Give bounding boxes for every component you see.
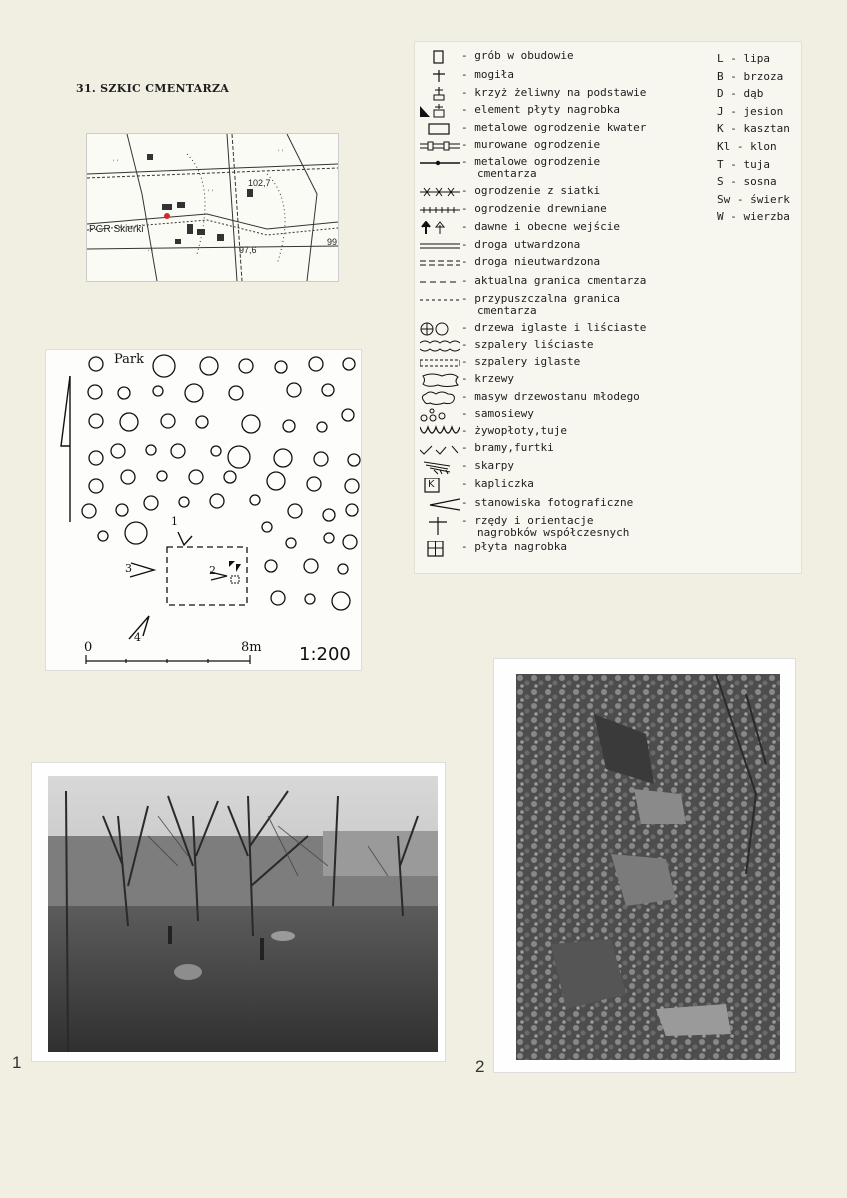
- photo-station-icon: [420, 497, 460, 511]
- legend-item-label: cmentarza: [477, 167, 537, 180]
- park-label: Park: [114, 352, 145, 367]
- sketch-drawing: [46, 350, 361, 670]
- legend-item-label: - ogrodzenie z siatki: [461, 184, 601, 197]
- photo-2: [493, 658, 796, 1073]
- brick-fence-icon: [420, 139, 460, 153]
- tree-species-item: Kl - klon: [717, 140, 777, 153]
- legend-item-label: - murowane ogrodzenie: [461, 138, 601, 151]
- legend-item-label: - metalowe ogrodzenie kwater: [461, 121, 647, 134]
- shrubs-icon: [420, 373, 460, 387]
- legend-item-label: - szpalery liściaste: [461, 338, 594, 351]
- photo-caption: 2: [475, 1057, 485, 1076]
- tree-species-item: D - dąb: [717, 87, 764, 101]
- tree-species-item: S - sosna: [717, 175, 777, 189]
- photo-position-label: 2: [209, 564, 216, 577]
- photo-1: [31, 762, 446, 1062]
- legend-item-label: - krzewy: [461, 372, 514, 385]
- legend-item-label: nagrobków współczesnych: [477, 526, 630, 539]
- scale-start-label: 0: [84, 640, 93, 655]
- elevation-label: 97,6: [239, 245, 257, 255]
- tree-species-item: L - lipa: [717, 52, 770, 65]
- current-boundary-icon: [420, 275, 460, 289]
- location-map: [86, 133, 339, 282]
- cemetery-photo: [48, 776, 438, 1052]
- tombstone-element-icon: [229, 561, 241, 583]
- entrance-icon: [420, 221, 460, 235]
- grave-mound-icon: [420, 69, 460, 83]
- cemetery-sketch: [45, 349, 362, 671]
- tree-species-item: B - brzoza: [717, 69, 784, 83]
- north-arrow-icon: [61, 376, 70, 522]
- legend-item-label: - ogrodzenie drewniane: [461, 202, 607, 215]
- photo-caption: 1: [12, 1053, 22, 1072]
- legend-item-label: - droga utwardzona: [461, 238, 581, 251]
- photo-station-icon: [129, 532, 227, 639]
- elevation-label: 99: [327, 237, 338, 247]
- legend-panel: [414, 41, 802, 574]
- scale-ratio-label: 1:200: [299, 644, 351, 665]
- legend-item-label: - aktualna granica cmentarza: [461, 274, 647, 287]
- legend-item-label: - płyta nagrobka: [461, 540, 567, 553]
- legend-item-label: - rzędy i orientacje: [461, 514, 594, 527]
- scale-bar: [86, 655, 250, 664]
- legend-item-label: - metalowe ogrodzenie: [461, 155, 601, 168]
- svg-text:'': '': [147, 249, 155, 256]
- iron-cross-icon: [420, 87, 460, 101]
- unpaved-road-icon: [420, 256, 460, 270]
- paved-road-icon: [420, 239, 460, 253]
- grave-rows-icon: [420, 515, 460, 529]
- legend-item-label: - samosiewy: [461, 407, 534, 420]
- legend-item-label: - masyw drzewostanu młodego: [461, 390, 640, 403]
- legend-item-label: - stanowiska fotograficzne: [461, 496, 634, 509]
- legend-item-label: - drzewa iglaste i liściaste: [461, 321, 647, 334]
- legend-item-label: - mogiła: [461, 68, 514, 81]
- chapel-letter: K: [428, 479, 435, 490]
- elevation-label: 102,7: [248, 178, 271, 188]
- tree-species-item: T - tuja: [717, 157, 770, 171]
- photo-position-label: 4: [134, 631, 141, 644]
- place-label: PGR Skierki: [89, 224, 144, 235]
- tree-species-item: Sw - świerk: [717, 192, 790, 206]
- legend-item-label: - bramy,furtki: [461, 441, 554, 454]
- svg-text:'': '': [277, 149, 285, 156]
- legend-item-label: - skarpy: [461, 459, 514, 472]
- tree-species-item: J - jesion: [717, 104, 784, 118]
- wooden-fence-icon: [420, 203, 460, 217]
- grave-surround-icon: [420, 50, 460, 64]
- tree-species-item: W - wierzba: [717, 210, 790, 224]
- legend-item-label: - krzyż żeliwny na podstawie: [461, 86, 647, 99]
- legend-item-label: - kapliczka: [461, 477, 534, 490]
- tombstones-photo: [516, 674, 780, 1060]
- legend-item-label: - szpalery iglaste: [461, 355, 581, 368]
- page-title: 31. SZKIC CMENTARZA: [76, 82, 230, 95]
- tombstone-slab-icon: [420, 541, 460, 555]
- legend-item-label: - grób w obudowie: [461, 49, 574, 62]
- mesh-fence-icon: [420, 185, 460, 199]
- gate-icon: [420, 442, 460, 456]
- scale-end-label: 8m: [241, 640, 262, 655]
- trees-icon: [420, 322, 460, 336]
- legend-item-label: - dawne i obecne wejście: [461, 220, 620, 233]
- conifer-row-icon: [420, 356, 460, 370]
- tombstone-element-icon: [420, 104, 460, 118]
- svg-text:'': '': [112, 159, 120, 166]
- chapel-icon: [420, 478, 460, 492]
- slope-icon: [420, 460, 460, 474]
- deciduous-row-icon: [420, 339, 460, 353]
- legend-item-label: - element płyty nagrobka: [461, 103, 620, 116]
- legend-item-label: cmentarza: [477, 304, 537, 317]
- legend-item-label: - przypuszczalna granica: [461, 292, 620, 305]
- metal-fence-cemetery-icon: [420, 156, 460, 170]
- tree-species-item: K - kasztan: [717, 122, 790, 136]
- trees-icon: [82, 355, 360, 610]
- legend-item-label: - żywopłoty,tuje: [461, 424, 567, 437]
- presumed-boundary-icon: [420, 293, 460, 307]
- photo-position-label: 3: [125, 562, 132, 575]
- hedge-icon: [420, 425, 460, 439]
- young-stand-icon: [420, 391, 460, 405]
- photo-position-label: 1: [171, 515, 178, 528]
- svg-text:'': '': [207, 189, 215, 196]
- location-map-drawing: [87, 134, 338, 281]
- metal-fence-plot-icon: [420, 122, 460, 136]
- self-seeded-icon: [420, 408, 460, 422]
- legend-item-label: - droga nieutwardzona: [461, 255, 601, 268]
